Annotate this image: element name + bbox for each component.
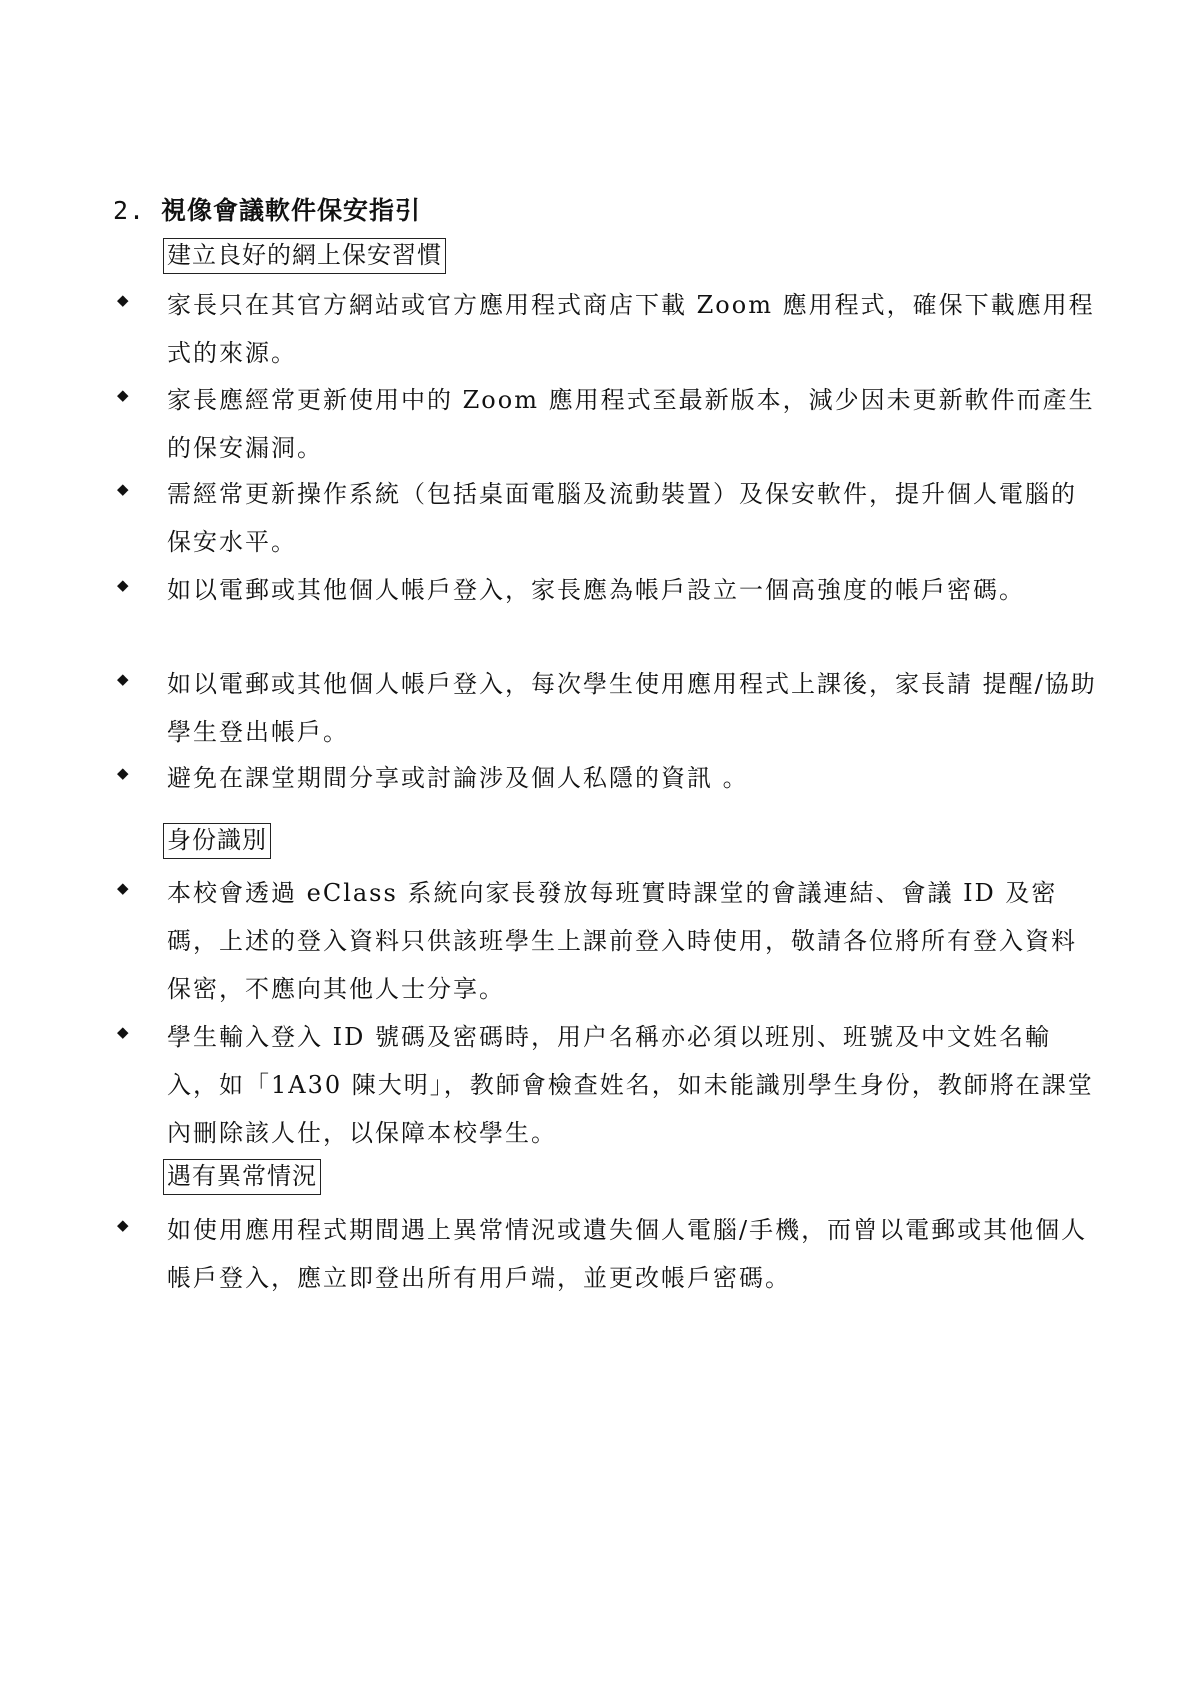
- diamond-bullet-icon: ◆: [117, 1216, 129, 1234]
- diamond-bullet-icon: ◆: [117, 576, 129, 594]
- list-item-text: 如以電郵或其他個人帳戶登入，家長應為帳戶設立一個高強度的帳戶密碼。: [167, 576, 1025, 604]
- diamond-bullet-icon: ◆: [117, 480, 129, 498]
- list-item-text: 家長只在其官方網站或官方應用程式商店下載 Zoom 應用程式，確保下載應用程式的來源。: [167, 291, 1095, 367]
- diamond-bullet-icon: ◆: [117, 879, 129, 897]
- list-item-text: 學生輸入登入 ID 號碼及密碼時，用户名稱亦必須以班別、班號及中文姓名輸入，如「1A30 陳大明」，教師會檢查姓名，如未能識別學生身份，教師將在課堂內刪除該人仕，以保障本校學生。: [167, 1023, 1094, 1147]
- diamond-bullet-icon: ◆: [117, 764, 129, 782]
- subheading-online-security-habits: 建立良好的網上保安習慣: [163, 238, 446, 274]
- diamond-bullet-icon: ◆: [117, 670, 129, 688]
- list-item-text: 避免在課堂期間分享或討論涉及個人私隱的資訊 。: [167, 764, 749, 792]
- section-heading: [113, 191, 421, 227]
- list-item-text: 如以電郵或其他個人帳戶登入，每次學生使用應用程式上課後，家長請 提醒/協助學生登出帳戶。: [167, 670, 1097, 746]
- subheading-identity: 身份識別: [163, 823, 271, 859]
- section-number: 2.: [113, 196, 146, 225]
- subheading-abnormal-situations: 遇有異常情況: [163, 1159, 321, 1195]
- list-item-text: 需經常更新操作系統（包括桌面電腦及流動裝置）及保安軟件，提升個人電腦的保安水平。: [167, 480, 1077, 556]
- diamond-bullet-icon: ◆: [117, 291, 129, 309]
- diamond-bullet-icon: ◆: [117, 386, 129, 404]
- diamond-bullet-icon: ◆: [117, 1023, 129, 1041]
- section-title: 視像會議軟件保安指引: [161, 196, 422, 225]
- list-item-text: 本校會透過 eClass 系統向家長發放每班實時課堂的會議連結、會議 ID 及密碼，上述的登入資料只供該班學生上課前登入時使用，敬請各位將所有登入資料保密，不應向其他人士分享。: [167, 879, 1077, 1003]
- list-item-text: 家長應經常更新使用中的 Zoom 應用程式至最新版本，減少因未更新軟件而產生的保安漏洞。: [167, 386, 1095, 462]
- list-item-text: 如使用應用程式期間遇上異常情況或遺失個人電腦/手機，而曾以電郵或其他個人帳戶登入，應立即登出所有用戶端，並更改帳戶密碼。: [167, 1216, 1088, 1292]
